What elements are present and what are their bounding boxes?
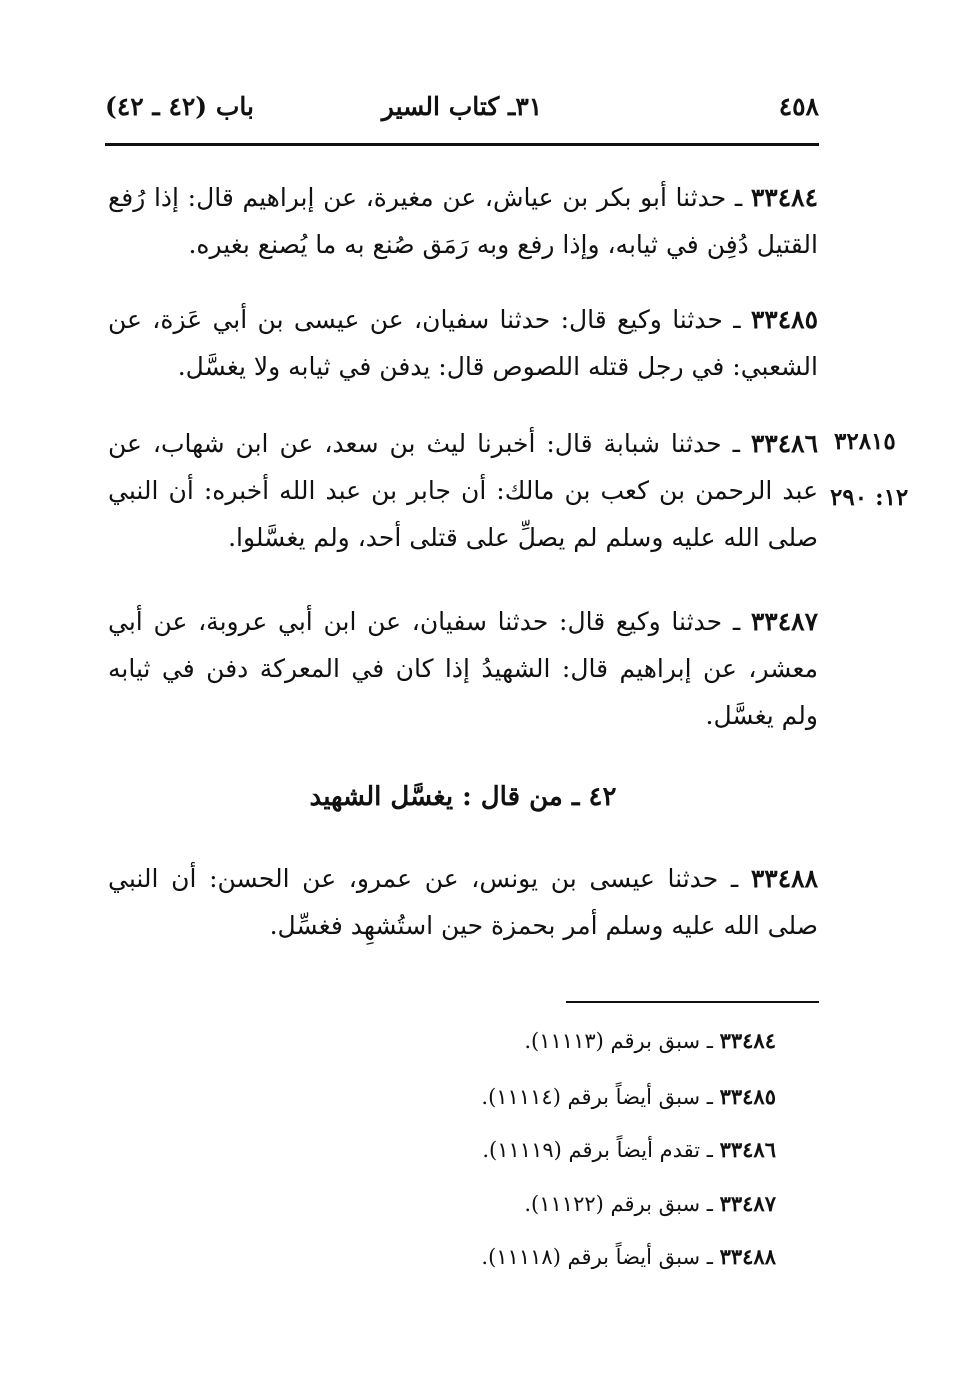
footnote — [481, 1084, 776, 1109]
footnote-number: ٣٣٤٨٨ — [719, 1244, 776, 1269]
hadith-number: ٣٣٤٨٤ — [750, 183, 818, 212]
footnote-text: ـ تقدم أيضاً برقم (١١١١٩). — [482, 1138, 720, 1162]
page-number: ٤٥٨ — [778, 92, 819, 121]
chapter-range: باب (٤٢ ـ ٤٢) — [105, 92, 254, 121]
header-rule — [105, 143, 819, 146]
margin-reference: ١٢: ٢٩٠ — [830, 484, 909, 511]
hadith-paragraph — [108, 598, 818, 739]
footnote-rule — [566, 1001, 819, 1003]
footnote-text: ـ سبق برقم (١١١١٣). — [524, 1029, 720, 1053]
footnote-number: ٣٣٤٨٥ — [719, 1084, 776, 1109]
footnote — [481, 1244, 776, 1269]
hadith-paragraph — [108, 296, 818, 390]
footnote-number: ٣٣٤٨٦ — [719, 1137, 776, 1162]
footnote-text: ـ سبق أيضاً برقم (١١١١٤). — [481, 1085, 720, 1109]
hadith-text: ـ حدثنا وكيع قال: حدثنا سفيان، عن ابن أبي عروبة، عن أبي معشر، عن إبراهيم قال: الشهيدُ إذا كان في المعركة دفن في ثيابه ولم يغسَّل. — [108, 607, 818, 730]
footnote-number: ٣٣٤٨٧ — [719, 1191, 776, 1216]
book-title: ٣١ـ كتاب السير — [381, 92, 543, 121]
hadith-text: ـ حدثنا وكيع قال: حدثنا سفيان، عن عيسى بن أبي عَزة، عن الشعبي: في رجل قتله اللصوص قال: يدفن في ثيابه ولا يغسَّل. — [108, 305, 818, 381]
hadith-paragraph — [108, 174, 818, 268]
footnote — [524, 1191, 776, 1216]
hadith-paragraph — [108, 420, 818, 561]
hadith-text: ـ حدثنا عيسى بن يونس، عن عمرو، عن الحسن: أن النبي صلى الله عليه وسلم أمر بحمزة حين استُشهِد فغسِّل. — [108, 864, 818, 940]
footnote — [482, 1137, 776, 1162]
hadith-number: ٣٣٤٨٧ — [750, 607, 818, 636]
footnote-text: ـ سبق برقم (١١١٢٢). — [524, 1192, 720, 1216]
margin-reference: ٣٢٨١٥ — [834, 428, 896, 455]
footnote — [524, 1028, 776, 1053]
hadith-text: ـ حدثنا شبابة قال: أخبرنا ليث بن سعد، عن ابن شهاب، عن عبد الرحمن بن كعب بن مالك: أن جابر بن عبد الله أخبره: أن النبي صلى الله عليه وسلم لم يصلِّ على قتلى أحد، ولم يغسَّلوا. — [108, 429, 818, 552]
hadith-number: ٣٣٤٨٦ — [750, 429, 818, 458]
page-header — [105, 92, 819, 132]
hadith-paragraph — [108, 855, 818, 949]
footnote-number: ٣٣٤٨٤ — [719, 1028, 776, 1053]
hadith-text: ـ حدثنا أبو بكر بن عياش، عن مغيرة، عن إبراهيم قال: إذا رُفع القتيل دُفِن في ثيابه، وإذا رفع وبه رَمَق صُنع به ما يُصنع بغيره. — [108, 183, 818, 259]
hadith-number: ٣٣٤٨٨ — [750, 864, 818, 893]
footnote-text: ـ سبق أيضاً برقم (١١١١٨). — [481, 1245, 720, 1269]
section-heading: ٤٢ ـ من قال : يغسَّل الشهيد — [309, 782, 617, 812]
hadith-number: ٣٣٤٨٥ — [750, 305, 818, 334]
